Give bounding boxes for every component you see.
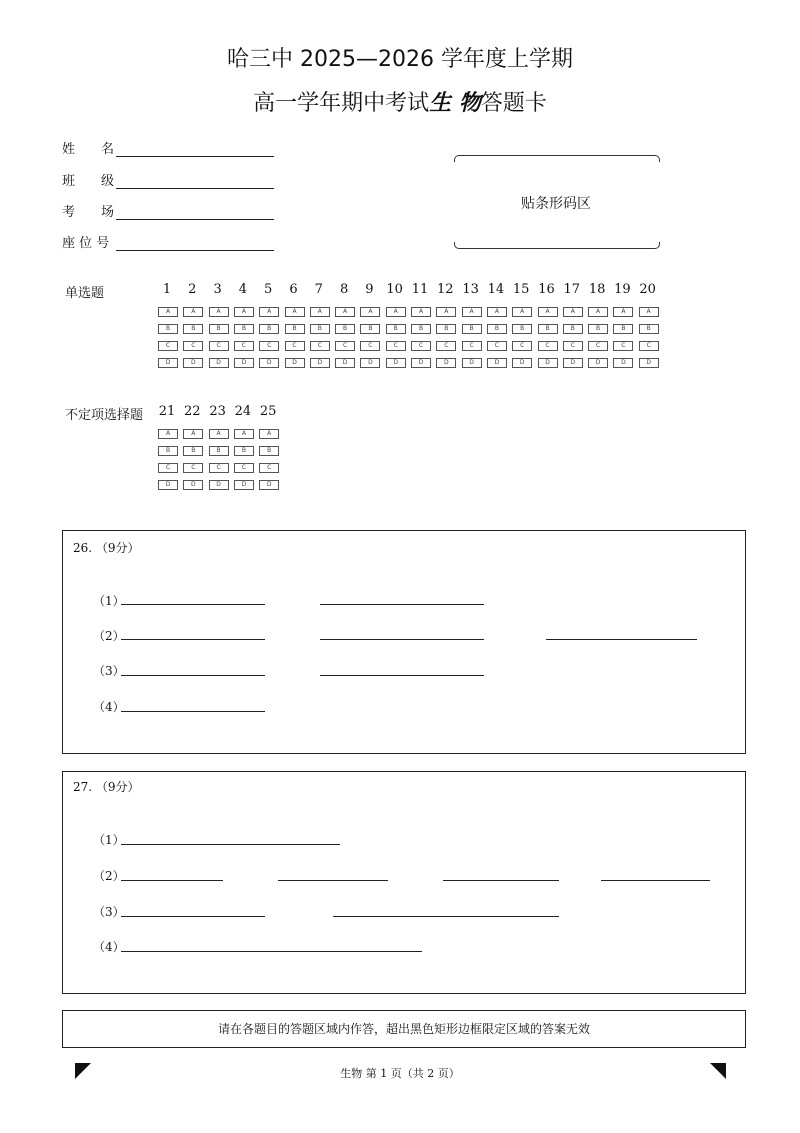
multi-q22-option-b[interactable]: B: [183, 446, 203, 456]
single-number-13: 13: [462, 282, 479, 297]
q26-part1-label: （1）: [93, 594, 125, 608]
single-q5-option-b[interactable]: B: [259, 324, 279, 334]
single-q16-option-b[interactable]: B: [538, 324, 558, 334]
class-line[interactable]: [116, 174, 274, 189]
q27-part4-blank1[interactable]: [121, 951, 422, 952]
multi-q24-option-d[interactable]: D: [234, 480, 254, 490]
single-q8-option-d[interactable]: D: [335, 358, 355, 368]
q26-part1-blank2[interactable]: [320, 604, 484, 605]
single-q16-option-d[interactable]: D: [538, 358, 558, 368]
q26-part3-label: （3）: [93, 664, 125, 678]
single-q15-option-d[interactable]: D: [512, 358, 532, 368]
single-number-18: 18: [588, 282, 606, 297]
multi-q23-option-d[interactable]: D: [209, 480, 229, 490]
single-q13-option-d[interactable]: D: [462, 358, 482, 368]
single-q20-option-b[interactable]: B: [639, 324, 659, 334]
single-q7-option-c[interactable]: C: [310, 341, 330, 351]
single-q1-option-d[interactable]: D: [158, 358, 178, 368]
single-q4-option-c[interactable]: C: [234, 341, 254, 351]
single-number-2: 2: [188, 282, 197, 297]
single-q18-option-b[interactable]: B: [588, 324, 608, 334]
single-q8-option-a[interactable]: A: [335, 307, 355, 317]
multi-q25-option-d[interactable]: D: [259, 480, 279, 490]
single-q11-option-c[interactable]: C: [411, 341, 431, 351]
exam-room-line[interactable]: [116, 205, 274, 220]
single-number-4: 4: [238, 282, 248, 297]
class-field[interactable]: [62, 170, 274, 189]
multi-number-21: 21: [158, 404, 176, 419]
single-q18-option-d[interactable]: D: [588, 358, 608, 368]
multi-q21-option-a[interactable]: A: [158, 429, 178, 439]
single-number-10: 10: [386, 282, 403, 297]
single-q11-option-a[interactable]: A: [411, 307, 431, 317]
single-q3-option-b[interactable]: B: [209, 324, 229, 334]
barcode-top-bracket: [454, 155, 660, 162]
single-q15-option-a[interactable]: A: [512, 307, 532, 317]
multi-q25-option-c[interactable]: C: [259, 463, 279, 473]
single-q13-option-c[interactable]: C: [462, 341, 482, 351]
class-label: 班 级: [62, 174, 115, 189]
q27-part2-blank4[interactable]: [601, 880, 710, 881]
single-q2-option-d[interactable]: D: [183, 358, 203, 368]
single-q5-option-a[interactable]: A: [259, 307, 279, 317]
single-number-15: 15: [512, 282, 530, 297]
seat-number-label: 座 位 号: [62, 236, 110, 251]
single-q1-option-c[interactable]: C: [158, 341, 178, 351]
single-number-16: 16: [538, 282, 555, 297]
multi-q25-option-b[interactable]: B: [259, 446, 279, 456]
single-q4-option-a[interactable]: A: [234, 307, 254, 317]
multi-q24-option-a[interactable]: A: [234, 429, 254, 439]
single-q12-option-b[interactable]: B: [436, 324, 456, 334]
single-q19-option-b[interactable]: B: [613, 324, 633, 334]
exam-room-field[interactable]: [62, 201, 274, 220]
single-number-9: 9: [365, 282, 374, 297]
barcode-area: [454, 155, 658, 249]
single-q6-option-c[interactable]: C: [285, 341, 305, 351]
name-field[interactable]: [62, 138, 274, 157]
exam-title-line2: [0, 86, 800, 117]
single-number-5: 5: [264, 282, 273, 297]
single-q17-option-c[interactable]: C: [563, 341, 583, 351]
exam-room-label: 考 场: [62, 205, 115, 220]
single-number-3: 3: [213, 282, 222, 297]
multi-q23-option-c[interactable]: C: [209, 463, 229, 473]
multi-q23-option-b[interactable]: B: [209, 446, 229, 456]
single-q20-option-c[interactable]: C: [639, 341, 659, 351]
multi-number-22: 22: [184, 404, 201, 419]
single-q7-option-b[interactable]: B: [310, 324, 330, 334]
single-choice-label: 单选题: [65, 286, 105, 301]
single-q10-option-d[interactable]: D: [386, 358, 406, 368]
single-q6-option-d[interactable]: D: [285, 358, 305, 368]
single-q1-option-b[interactable]: B: [158, 324, 178, 334]
single-q9-option-d[interactable]: D: [360, 358, 380, 368]
single-q15-option-b[interactable]: B: [512, 324, 532, 334]
single-q18-option-c[interactable]: C: [588, 341, 608, 351]
q26-part3-blank1[interactable]: [121, 675, 265, 676]
single-number-14: 14: [487, 282, 505, 297]
multi-q22-option-d[interactable]: D: [183, 480, 203, 490]
multi-q21-option-c[interactable]: C: [158, 463, 178, 473]
single-q8-option-b[interactable]: B: [335, 324, 355, 334]
q26-part2-blank3[interactable]: [546, 639, 697, 640]
single-number-7: 7: [314, 282, 323, 297]
multi-q24-option-b[interactable]: B: [234, 446, 254, 456]
single-q14-option-a[interactable]: A: [487, 307, 507, 317]
single-q11-option-d[interactable]: D: [411, 358, 431, 368]
single-number-8: 8: [339, 282, 349, 297]
single-q9-option-c[interactable]: C: [360, 341, 380, 351]
q27-part3-label: （3）: [93, 905, 125, 919]
multi-choice-label: 不定项选择题: [65, 408, 144, 423]
single-number-17: 17: [563, 282, 581, 297]
single-q16-option-c[interactable]: C: [538, 341, 558, 351]
multi-q22-option-a[interactable]: A: [183, 429, 203, 439]
q27-part2-blank3[interactable]: [443, 880, 559, 881]
single-q3-option-d[interactable]: D: [209, 358, 229, 368]
single-q3-option-a[interactable]: A: [209, 307, 229, 317]
single-number-11: 11: [411, 282, 429, 297]
q27-part4-label: （4）: [93, 940, 125, 954]
multi-q23-option-a[interactable]: A: [209, 429, 229, 439]
single-q20-option-a[interactable]: A: [639, 307, 659, 317]
q26-part4-label: （4）: [93, 700, 125, 714]
single-number-20: 20: [639, 282, 656, 297]
single-q4-option-d[interactable]: D: [234, 358, 254, 368]
multi-number-25: 25: [259, 404, 277, 419]
single-q12-option-c[interactable]: C: [436, 341, 456, 351]
single-q6-option-b[interactable]: B: [285, 324, 305, 334]
single-q14-option-c[interactable]: C: [487, 341, 507, 351]
multi-q22-option-c[interactable]: C: [183, 463, 203, 473]
q27-part3-blank1[interactable]: [121, 916, 265, 917]
single-q6-option-a[interactable]: A: [285, 307, 305, 317]
multi-number-24: 24: [234, 404, 252, 419]
q27-part1-blank1[interactable]: [121, 844, 340, 845]
single-q14-option-b[interactable]: B: [487, 324, 507, 334]
q26-part1-blank1[interactable]: [121, 604, 265, 605]
multi-q21-option-d[interactable]: D: [158, 480, 178, 490]
multi-number-23: 23: [209, 404, 226, 419]
barcode-bottom-bracket: [454, 242, 660, 249]
single-q2-option-c[interactable]: C: [183, 341, 203, 351]
single-q5-option-c[interactable]: C: [259, 341, 279, 351]
single-q17-option-a[interactable]: A: [563, 307, 583, 317]
single-q19-option-c[interactable]: C: [613, 341, 633, 351]
single-q19-option-a[interactable]: A: [613, 307, 633, 317]
single-q12-option-d[interactable]: D: [436, 358, 456, 368]
seat-number-field[interactable]: [62, 232, 274, 251]
question-26-box: [62, 530, 746, 754]
single-q4-option-b[interactable]: B: [234, 324, 254, 334]
single-q10-option-a[interactable]: A: [386, 307, 406, 317]
single-q13-option-a[interactable]: A: [462, 307, 482, 317]
single-q18-option-a[interactable]: A: [588, 307, 608, 317]
multi-q24-option-c[interactable]: C: [234, 463, 254, 473]
q27-part2-blank1[interactable]: [121, 880, 223, 881]
single-q19-option-d[interactable]: D: [613, 358, 633, 368]
single-q9-option-b[interactable]: B: [360, 324, 380, 334]
single-number-1: 1: [162, 282, 172, 297]
exam-title-line1: 哈三中 2025—2026 学年度上学期: [227, 47, 573, 72]
single-q5-option-d[interactable]: D: [259, 358, 279, 368]
single-q7-option-d[interactable]: D: [310, 358, 330, 368]
single-q13-option-b[interactable]: B: [462, 324, 482, 334]
name-line[interactable]: [116, 142, 274, 157]
single-q15-option-c[interactable]: C: [512, 341, 532, 351]
question-27-title: 27. （9分）: [73, 780, 140, 794]
title-prefix: 高一学年期中考试: [253, 91, 430, 116]
question-27-box: [62, 771, 746, 994]
single-q14-option-d[interactable]: D: [487, 358, 507, 368]
question-26-title: 26. （9分）: [73, 541, 140, 555]
q27-part1-label: （1）: [93, 833, 125, 847]
single-q2-option-b[interactable]: B: [183, 324, 203, 334]
single-q2-option-a[interactable]: A: [183, 307, 203, 317]
notice-box: 请在各题目的答题区域内作答，超出黑色矩形边框限定区域的答案无效: [62, 1010, 746, 1048]
multi-q25-option-a[interactable]: A: [259, 429, 279, 439]
single-q12-option-a[interactable]: A: [436, 307, 456, 317]
single-q1-option-a[interactable]: A: [158, 307, 178, 317]
q27-part3-blank2[interactable]: [333, 916, 559, 917]
seat-number-line[interactable]: [116, 236, 274, 251]
single-number-12: 12: [437, 282, 454, 297]
subject-name: 生 物: [429, 90, 481, 116]
page-footer: 生物 第 1 页（共 2 页）: [340, 1067, 460, 1080]
single-q10-option-c[interactable]: C: [386, 341, 406, 351]
single-q11-option-b[interactable]: B: [411, 324, 431, 334]
title-suffix: 答题卡: [480, 91, 547, 116]
q26-part3-blank2[interactable]: [320, 675, 484, 676]
single-number-19: 19: [614, 282, 631, 297]
single-q17-option-b[interactable]: B: [563, 324, 583, 334]
single-q17-option-d[interactable]: D: [563, 358, 583, 368]
single-number-6: 6: [289, 282, 298, 297]
q27-part2-label: （2）: [93, 869, 125, 883]
barcode-label: 贴条形码区: [521, 196, 591, 212]
single-q20-option-d[interactable]: D: [639, 358, 659, 368]
q27-part2-blank2[interactable]: [278, 880, 388, 881]
single-q8-option-c[interactable]: C: [335, 341, 355, 351]
single-q3-option-c[interactable]: C: [209, 341, 229, 351]
q26-part2-label: （2）: [93, 629, 125, 643]
multi-q21-option-b[interactable]: B: [158, 446, 178, 456]
name-label: 姓 名: [62, 142, 115, 157]
single-q10-option-b[interactable]: B: [386, 324, 406, 334]
q26-part4-blank1[interactable]: [121, 711, 265, 712]
single-q16-option-a[interactable]: A: [538, 307, 558, 317]
q26-part2-blank1[interactable]: [121, 639, 265, 640]
single-q7-option-a[interactable]: A: [310, 307, 330, 317]
single-q9-option-a[interactable]: A: [360, 307, 380, 317]
q26-part2-blank2[interactable]: [320, 639, 484, 640]
